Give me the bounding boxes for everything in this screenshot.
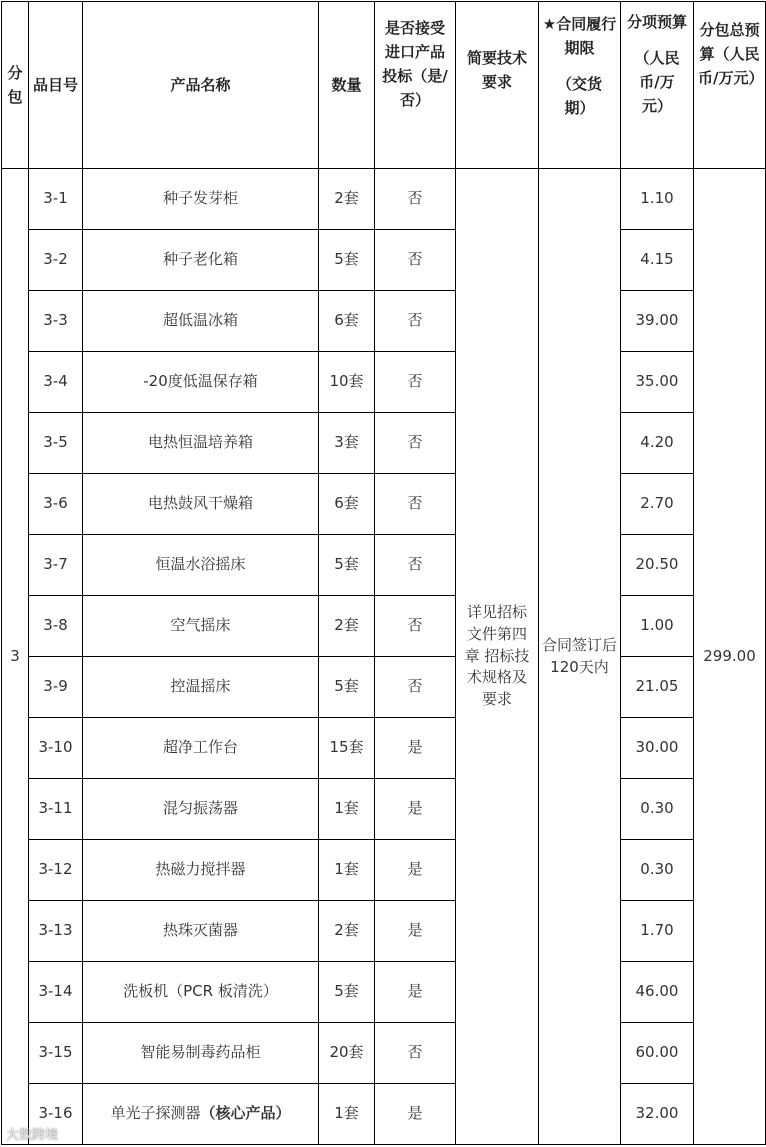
import-accepted: 否 [375, 291, 456, 352]
item-number: 3-4 [29, 352, 83, 413]
quantity: 20套 [319, 1023, 375, 1084]
product-name [83, 840, 319, 901]
product-name-text: 洗板机（PCR 板清洗） [123, 982, 278, 1001]
header-import: 是否接受进口产品投标（是/否） [375, 2, 456, 169]
product-name [83, 413, 319, 474]
item-budget: 2.70 [621, 474, 694, 535]
total-budget: 299.00 [694, 169, 766, 1145]
header-tech-label: 简要技术要求 [466, 49, 527, 91]
table-row [2, 840, 766, 901]
header-term-line1: ★合同履行期限 [542, 15, 617, 57]
import-accepted: 否 [375, 657, 456, 718]
table-row [2, 352, 766, 413]
quantity: 5套 [319, 657, 375, 718]
import-accepted: 是 [375, 962, 456, 1023]
product-name-text: 超净工作台 [162, 738, 238, 757]
import-accepted: 否 [375, 413, 456, 474]
product-name [83, 291, 319, 352]
item-number: 3-3 [29, 291, 83, 352]
product-name [83, 901, 319, 962]
item-number: 3-9 [29, 657, 83, 718]
item-number: 3-10 [29, 718, 83, 779]
product-name [83, 474, 319, 535]
item-budget: 4.15 [621, 230, 694, 291]
item-budget: 0.30 [621, 840, 694, 901]
quantity: 1套 [319, 1084, 375, 1145]
item-budget: 32.00 [621, 1084, 694, 1145]
quantity: 5套 [319, 230, 375, 291]
product-name-text: 热磁力搅拌器 [155, 860, 246, 879]
core-product-tag: （核心产品） [200, 1104, 291, 1123]
table-row [2, 779, 766, 840]
quantity: 2套 [319, 901, 375, 962]
product-name [83, 779, 319, 840]
import-accepted: 否 [375, 474, 456, 535]
table-row [2, 1084, 766, 1145]
product-name [83, 596, 319, 657]
quantity: 3套 [319, 413, 375, 474]
import-accepted: 是 [375, 840, 456, 901]
header-item-budget [621, 2, 694, 169]
table-row [2, 962, 766, 1023]
item-budget: 4.20 [621, 413, 694, 474]
header-item-budget-line2: （人民币/万元） [634, 49, 680, 115]
item-budget: 46.00 [621, 962, 694, 1023]
quantity: 6套 [319, 474, 375, 535]
product-name [83, 962, 319, 1023]
table-row [2, 596, 766, 657]
header-row [2, 2, 766, 169]
item-number: 3-16 [29, 1084, 83, 1145]
item-number: 3-13 [29, 901, 83, 962]
product-name [83, 1084, 319, 1145]
item-budget: 0.30 [621, 779, 694, 840]
item-number: 3-11 [29, 779, 83, 840]
table-row [2, 474, 766, 535]
item-number: 3-5 [29, 413, 83, 474]
product-name-text: 恒温水浴摇床 [155, 555, 246, 574]
import-accepted: 是 [375, 901, 456, 962]
import-accepted: 否 [375, 596, 456, 657]
item-budget: 1.00 [621, 596, 694, 657]
table-row [2, 718, 766, 779]
header-total-budget: 分包总预算（人民币/万元） [694, 2, 766, 169]
product-name-text: 单光子探测器 [110, 1104, 201, 1123]
quantity: 5套 [319, 962, 375, 1023]
package-number: 3 [2, 169, 29, 1145]
product-name-text: 电热恒温培养箱 [147, 433, 253, 452]
quantity: 5套 [319, 535, 375, 596]
item-number: 3-7 [29, 535, 83, 596]
quantity: 1套 [319, 840, 375, 901]
table-row [2, 1023, 766, 1084]
product-name-text: 超低温冰箱 [162, 311, 238, 330]
product-name-text: 电热鼓风干燥箱 [147, 494, 253, 513]
product-name-text: 空气摇床 [170, 616, 231, 635]
header-package: 分包 [2, 2, 29, 169]
import-accepted: 是 [375, 718, 456, 779]
import-accepted: 否 [375, 1023, 456, 1084]
table-row [2, 291, 766, 352]
import-accepted: 是 [375, 1084, 456, 1145]
product-name-text: 种子老化箱 [162, 250, 238, 269]
item-number: 3-6 [29, 474, 83, 535]
product-name [83, 169, 319, 230]
quantity: 15套 [319, 718, 375, 779]
product-name [83, 352, 319, 413]
import-accepted: 是 [375, 779, 456, 840]
quantity: 2套 [319, 596, 375, 657]
watermark: 大数跨境 [6, 1128, 59, 1143]
table-row [2, 535, 766, 596]
product-name-text: 智能易制毒药品柜 [140, 1043, 261, 1062]
table-row [2, 413, 766, 474]
header-term [539, 2, 621, 169]
table-body [2, 169, 766, 1145]
table-row [2, 230, 766, 291]
item-budget: 39.00 [621, 291, 694, 352]
quantity: 10套 [319, 352, 375, 413]
item-budget: 1.10 [621, 169, 694, 230]
product-name [83, 657, 319, 718]
product-name-text: 热珠灭菌器 [162, 921, 238, 940]
item-number: 3-15 [29, 1023, 83, 1084]
import-accepted: 否 [375, 230, 456, 291]
quantity: 1套 [319, 779, 375, 840]
product-name [83, 535, 319, 596]
header-tech [456, 2, 539, 169]
product-name-text: -20度低温保存箱 [143, 372, 258, 391]
delivery-term: 合同签订后120天内 [539, 169, 621, 1145]
product-name [83, 718, 319, 779]
item-budget: 1.70 [621, 901, 694, 962]
item-number: 3-2 [29, 230, 83, 291]
product-name-text: 种子发芽柜 [162, 189, 238, 208]
table-row [2, 657, 766, 718]
import-accepted: 否 [375, 169, 456, 230]
header-item-budget-line1: 分项预算 [626, 13, 687, 31]
import-accepted: 否 [375, 352, 456, 413]
item-budget: 60.00 [621, 1023, 694, 1084]
header-item-no: 品目号 [29, 2, 83, 169]
table-row [2, 169, 766, 230]
procurement-table [1, 1, 766, 1145]
header-term-line2: （交货期） [556, 75, 602, 117]
item-budget: 35.00 [621, 352, 694, 413]
tech-requirement: 详见招标文件第四章 招标技术规格及要求 [456, 169, 539, 1145]
item-number: 3-14 [29, 962, 83, 1023]
product-name [83, 1023, 319, 1084]
header-quantity: 数量 [319, 2, 375, 169]
item-number: 3-1 [29, 169, 83, 230]
item-budget: 20.50 [621, 535, 694, 596]
product-name-text: 混匀振荡器 [162, 799, 238, 818]
item-budget: 21.05 [621, 657, 694, 718]
table-row [2, 901, 766, 962]
quantity: 6套 [319, 291, 375, 352]
product-name-text: 控温摇床 [170, 677, 231, 696]
item-number: 3-8 [29, 596, 83, 657]
item-number: 3-12 [29, 840, 83, 901]
item-budget: 30.00 [621, 718, 694, 779]
import-accepted: 否 [375, 535, 456, 596]
quantity: 2套 [319, 169, 375, 230]
product-name [83, 230, 319, 291]
header-product-name: 产品名称 [83, 2, 319, 169]
